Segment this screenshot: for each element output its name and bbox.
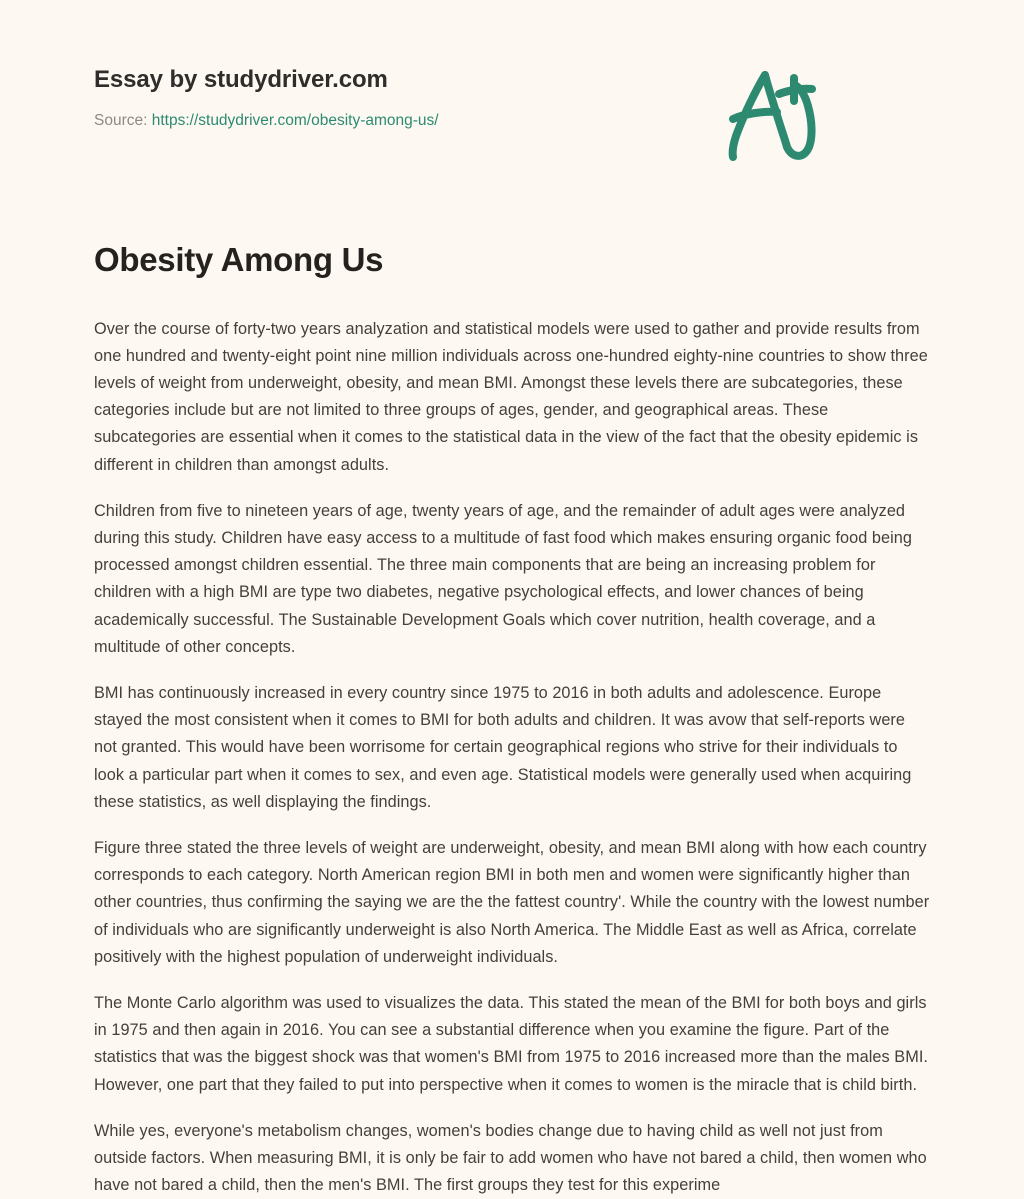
a-plus-icon: [724, 66, 820, 166]
article-paragraph: Over the course of forty-two years analyzation and statistical models were used to gather and provide results from one hundred and twenty-eight point nine million individuals across one-hundred eighty-nine countries to show three levels of weight from underweight, obesity, and mean BMI. Amongst these levels there are subcategories, these categories include but are not limited to three groups of ages, gender, and geographical areas. These subcategories are essential when it comes to the statistical data in the view of the fact that the obesity epidemic is different in children than amongst adults.: [94, 319, 928, 474]
article-paragraph: Figure three stated the three levels of weight are underweight, obesity, and mean BMI along with how each country corresponds to each category. North American region BMI in both men and women were significantly higher than other countries, thus confirming the saying we are the the fattest country'. While the country with the lowest number of individuals who are significantly underweight is also North America. The Middle East as well as Africa, correlate positively with the highest population of underweight individuals.: [94, 839, 930, 966]
article-paragraph: While yes, everyone's metabolism changes, women's bodies change due to having child as well not just from outside factors. When measuring BMI, it is only be fair to add women who have not bared a child, then women who have not bared a child, then the men's BMI. The first groups they test for this experime: [94, 1121, 927, 1195]
header-text-block: [94, 0, 439, 131]
source-url-link[interactable]: https://studydriver.com/obesity-among-us/: [151, 111, 439, 129]
page-header: [94, 0, 930, 205]
essay-attribution: Essay by studydriver.com: [94, 66, 388, 93]
studydriver-logo[interactable]: [724, 66, 820, 166]
page-title: Obesity Among Us: [94, 241, 384, 278]
article-paragraph: BMI has continuously increased in every country since 1975 to 2016 in both adults and adolescence. Europe stayed the most consistent when it comes to BMI for both adults and children. It was avow that self-reports were not granted. This would have been worrisome for certain geographical regions who strive for their individuals to look a particular part when it comes to sex, and even age. Statistical models were generally used when acquiring these statistics, as well displaying the findings.: [94, 684, 912, 811]
source-label: Source:: [94, 111, 148, 129]
article-paragraph: The Monte Carlo algorithm was used to visualizes the data. This stated the mean of the BMI for both boys and girls in 1975 and then again in 2016. You can see a substantial difference when you examine the figure. Part of the statistics that was the biggest shock was that women's BMI from 1975 to 2016 increased more than the males BMI. However, one part that they failed to put into perspective when it comes to women is the miracle that is child birth.: [94, 994, 928, 1094]
article-paragraph: Children from five to nineteen years of age, twenty years of age, and the remainder of adult ages were analyzed during this study. Children have easy access to a multitude of fast food which makes ensuring organic food being processed amongst children essential. The three main components that are being an increasing problem for children with a high BMI are type two diabetes, negative psychological effects, and lower chances of being academically successful. The Sustainable Development Goals which cover nutrition, health coverage, and a multitude of other concepts.: [94, 501, 913, 656]
source-line: [94, 111, 439, 131]
article-body: [94, 316, 930, 1199]
